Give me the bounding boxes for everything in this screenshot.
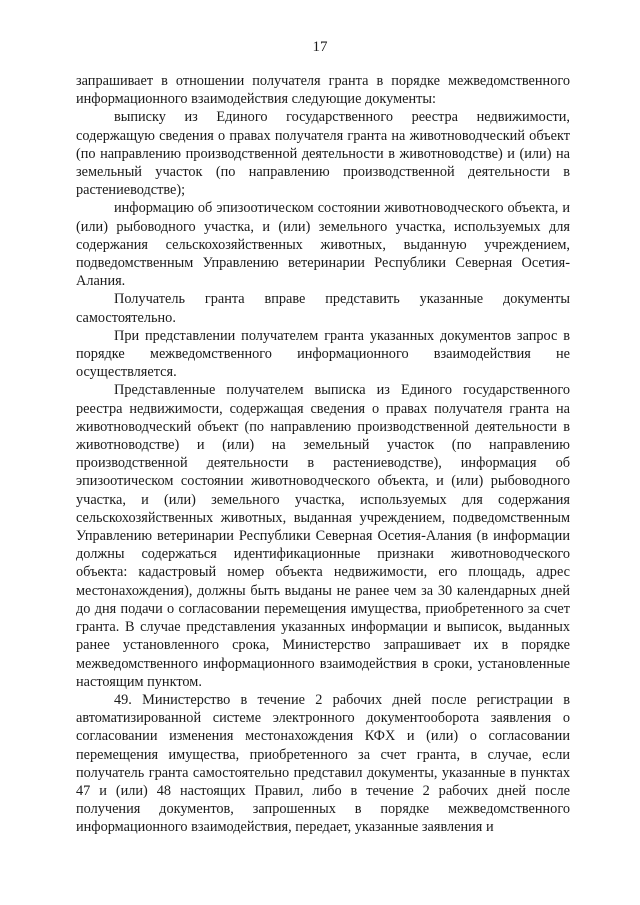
paragraph: Получатель гранта вправе представить указанные документы самостоятельно.: [76, 291, 570, 326]
paragraph: информацию об эпизоотическом состоянии животноводческого объекта, и (или) рыбоводного участка, и (или) земельного участка, используемых для содержания сельскохозяйственных животных, выданную учреждением, подведомственным Управлению ветеринарии Республики Северная Осетия-Алания.: [76, 200, 570, 290]
paragraph: 49. Министерство в течение 2 рабочих дней после регистрации в автоматизированной системе электронного документооборота заявления о согласовании изменения местонахождения КФХ и (или) о согласовании перемещения имущества, приобретенного за счет гранта, в случае, если получатель гранта самостоятельно представил документы, указанные в пунктах 47 и (или) 48 настоящих Правил, либо в течение 2 рабочих дней после получения документов, запрошенных в порядке межведомственного информационного взаимодействия, передает, указанные заявления и: [76, 691, 570, 836]
paragraph: запрашивает в отношении получателя гранта в порядке межведомственного информационного взаимодействия следующие документы:: [76, 73, 570, 108]
paragraph: выписку из Единого государственного реестра недвижимости, содержащую сведения о правах получателя гранта на животноводческий объект (по направлению производственной деятельности в животноводстве) и (или) на земельный участок (по направлению производственной деятельности в растениеводстве);: [76, 109, 570, 199]
paragraph: При представлении получателем гранта указанных документов запрос в порядке межведомственного информационного взаимодействия не осуществляется.: [76, 327, 570, 381]
document-body: [76, 72, 570, 837]
paragraph: Представленные получателем выписка из Единого государственного реестра недвижимости, содержащая сведения о правах получателя гранта на животноводческий объект (по направлению производственной деятельности в животноводстве) и (или) на земельный участок (по направлению производственной деятельности в растениеводстве), информация об эпизоотическом состоянии животноводческого объекта, и (или) рыбоводного участка, и (или) земельного участка, используемых для содержания сельскохозяйственных животных, выданная учреждением, подведомственным Управлению ветеринарии Республики Северная Осетия-Алания (в информации должны содержаться идентификационные признаки животноводческого объекта: кадастровый номер объекта недвижимости, его площадь, адрес местонахождения), должны быть выданы не ранее чем за 30 календарных дней до дня подачи о согласовании перемещения имущества, приобретенного за счет гранта. В случае представления указанных информации и выписок, выданных ранее установленного срока, Министерство запрашивает их в порядке межведомственного информационного взаимодействия в сроки, установленные настоящим пунктом.: [76, 382, 570, 690]
page-number: 17: [312, 39, 328, 55]
